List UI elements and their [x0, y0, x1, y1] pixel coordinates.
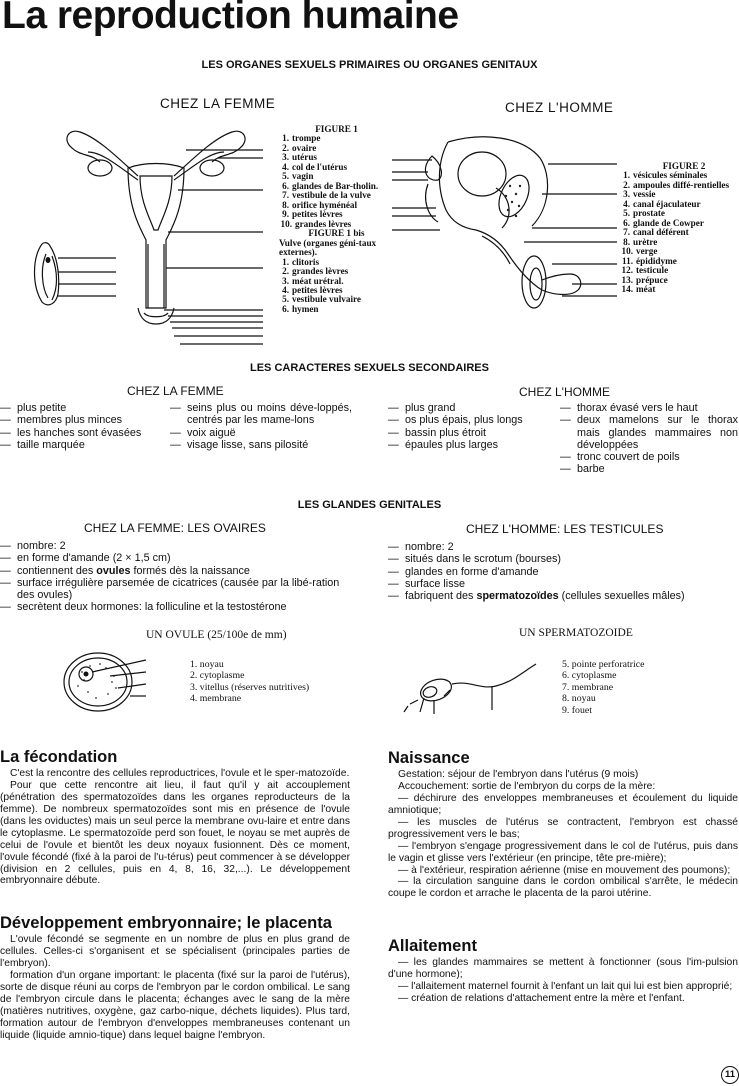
list-item: os plus épais, plus longs: [405, 414, 523, 427]
figure-2-item: ampoules diffé-rentielles: [633, 179, 730, 190]
figure-2-item: épididyme: [636, 255, 677, 266]
list-item: barbe: [577, 463, 605, 476]
figure-1-item: utérus: [292, 152, 318, 163]
organs-female-label: CHEZ LA FEMME: [160, 96, 276, 111]
ovules-term: ovules: [96, 564, 131, 577]
paragraph: — création de relations d'attachement entre la mère et l'enfant.: [398, 992, 685, 1004]
secondary-male-label: CHEZ L'HOMME: [519, 385, 610, 399]
figure-2-item: glande de Cowper: [633, 217, 704, 228]
sperm-item: 5. pointe perforatrice: [562, 659, 645, 670]
sperm-item: 7. membrane: [562, 681, 614, 693]
list-item: voix aiguë: [187, 426, 236, 439]
list-item: secrètent deux hormones: la folliculine et la testostérone: [17, 601, 287, 614]
paragraph: Pour que cette rencontre ait lieu, il faut qu'il y ait accouplement (pénétration des spermatozoïdes dans les organes reproducteurs de la femme). De nombreux spermatozoïdes sont mis en présence de l'ovule (dans les oviductes) mais un seul perce la membrane ovu-laire et entre dans le cytoplasme. Le spermatozoïde perd son fouet, le noyau se met auprès de celui de l'ovule et bientôt les deux noyaux fusionnent. Dès ce moment, l'ovule fécondé (fixé à la paroi de l'u-térus) peut commencer à se développer (division en 2 cellules, puis en 4, 8, 16, 32,...). Le développement embryonnaire débute.: [0, 779, 350, 887]
ovule-item: 2. cytoplasme: [190, 670, 245, 682]
figure-1-item: grandes lèvres: [295, 218, 352, 229]
list-item: contiennent des ovules formés dès la naissance: [17, 564, 250, 577]
paragraph: L'ovule fécondé se segmente en un nombre de plus en plus grand de cellules. Celles-ci s'organisent et se spécialisent (principales parties de l'embryon).: [0, 934, 350, 969]
list-item: en forme d'amande (2 × 1,5 cm): [17, 552, 171, 565]
vulve-intro: Vulve (organes géni-taux externes).: [279, 237, 377, 258]
glands-female-label: CHEZ LA FEMME: LES OVAIRES: [84, 521, 266, 535]
secondary-heading: LES CARACTERES SEXUELS SECONDAIRES: [250, 362, 489, 374]
male-anatomy-figure: [392, 124, 632, 324]
figure-1-item: orifice hyménéal: [292, 199, 358, 210]
paragraph: — déchirure des enveloppes membraneuses et écoulement du liquide amniotique;: [388, 792, 738, 816]
secondary-male-col2: — thorax évasé vers le haut — deux mamelons sur le thorax mais glandes mammaires non développées — tronc couvert de poils — barbe: [560, 402, 738, 476]
organs-heading: LES ORGANES SEXUELS PRIMAIRES OU ORGANES GENITAUX: [201, 59, 538, 71]
testicles-list: — nombre: 2 — situés dans le scrotum (bourses) — glandes en forme d'amande — surface lisse — fabriquent des spermatozoïdes (cellules sexuelles mâles): [388, 541, 738, 602]
sperm-legend: [562, 659, 644, 716]
paragraph: Accouchement: sortie de l'embryon du corps de la mère:: [398, 780, 656, 792]
list-item: surface lisse: [405, 577, 466, 590]
list-item: taille marquée: [17, 438, 85, 451]
list-item: visage lisse, sans pilosité: [187, 438, 309, 451]
figure-2-item: vésicules séminales: [633, 170, 708, 181]
vulve-item: hymen: [292, 303, 319, 314]
figure-2-legend: FIGURE 2 1. vésicules séminales 2. ampoules diffé-rentielles 3. vessie 4. canal éjaculateur 5. prostate 6. glande de Cowper 7. canal déférent 8. urètre 10. verge 11. épididyme 12. testicule 13. prépuce 14. méat: [620, 162, 738, 295]
paragraph: Gestation: séjour de l'embryon dans l'utérus (9 mois): [398, 769, 639, 780]
sperm-item: 6. cytoplasme: [562, 670, 617, 682]
vulve-item: grandes lèvres: [292, 266, 349, 277]
ovule-item: 3. vitellus (réserves nutritives): [190, 681, 310, 693]
figure-2-item: testicule: [636, 265, 669, 276]
figure-2-title: FIGURE 2: [662, 161, 706, 171]
figure-1-item: col de l'utérus: [292, 161, 348, 172]
figure-2-item: prépuce: [636, 274, 668, 285]
allaitement-text: [388, 957, 738, 1005]
secondary-male-col1: — plus grand — os plus épais, plus longs — bassin plus étroit — épaules plus larges: [388, 402, 560, 451]
vulve-item: vestibule vulvaire: [292, 294, 361, 305]
ovule-item: 1. noyau: [190, 659, 224, 670]
ovule-title: UN OVULE (25/100e de mm): [146, 629, 287, 641]
ovule-figure: [60, 650, 156, 716]
list-item: thorax évasé vers le haut: [577, 402, 698, 414]
spermatozoides-term: spermatozoïdes: [476, 590, 559, 603]
spermatozoid-figure: [400, 660, 550, 718]
list-item: les hanches sont évasées: [17, 426, 142, 439]
sperm-item: 8. noyau: [562, 693, 596, 705]
figure-1-item: vestibule de la vulve: [292, 190, 371, 201]
glands-heading: LES GLANDES GENITALES: [297, 499, 442, 511]
female-anatomy-figure: [28, 118, 278, 350]
figure-2-item: canal déférent: [633, 227, 689, 238]
paragraph: — les muscles de l'utérus se contractent, l'embryon est chassé progressivement vers le bas;: [388, 816, 738, 840]
paragraph: — l'embryon s'engage progressivement dans le col de l'utérus, puis dans le vagin et glisse vers l'extérieur (en principe, tête pre-mière);: [388, 840, 738, 864]
figure-1-item: ovaire: [292, 142, 317, 153]
fecondation-title: La fécondation: [0, 748, 118, 766]
list-item: glandes en forme d'amande: [405, 565, 539, 578]
list-item: nombre: 2: [17, 540, 66, 552]
developpement-text: [0, 934, 350, 1041]
paragraph: formation d'un organe important: le placenta (fixé sur la paroi de l'utérus), sorte de disque réuni au corps de l'embryon par le cordon ombilical. Le sang de l'embryon circule dans le placenta; échanges avec le sang de la mère (matières nutritives, oxygène, gaz carbo-nique, déchets liquides). Plus tard, formation autour de l'embryon d'enveloppes membraneuses contenant un liquide (liquide amnio-tique) dans lequel baigne l'embryon.: [0, 969, 350, 1041]
paragraph: — l'allaitement maternel fournit à l'enfant un lait qui lui est bien approprié;: [398, 980, 733, 992]
sperm-item: 9. fouet: [562, 704, 592, 716]
list-item: bassin plus étroit: [405, 426, 487, 439]
ovule-item: 4. membrane: [190, 693, 242, 705]
figure-2-item: prostate: [633, 208, 665, 219]
list-item: situés dans le scrotum (bourses): [405, 553, 562, 566]
vulve-item: petites lèvres: [292, 284, 343, 295]
figure-1-legend: FIGURE 1 1. trompe 2. ovaire 3. utérus 4. col de l'utérus 5. vagin 6. glandes de Bar-tholin. 7. vestibule de la vulve 8. orifice hyménéal 9. petites lèvres 10. grandes lèvres FIGURE 1 bis Vulve (organes géni-taux externes). 1. clitoris 2. grandes lèvres 3. méat urétral. 4. petites lèvres 5. vestibule vulvaire 6. hymen: [279, 125, 394, 314]
list-item: membres plus minces: [17, 414, 123, 427]
list-item: fabriquent des spermatozoïdes (cellules sexuelles mâles): [405, 590, 685, 603]
list-item: épaules plus larges: [405, 438, 499, 451]
figure-2-item: verge: [636, 246, 658, 257]
vulve-item: méat urétral.: [292, 275, 344, 286]
allaitement-title: Allaitement: [388, 937, 477, 955]
secondary-female-col2: — seins plus ou moins déve-loppés, centrés par les mame-lons — voix aiguë — visage lisse, sans pilosité: [170, 402, 352, 451]
list-item: nombre: 2: [405, 541, 454, 553]
list-item: tronc couvert de poils: [577, 451, 680, 464]
list-item: plus petite: [17, 402, 67, 414]
ovaries-list: — nombre: 2 — en forme d'amande (2 × 1,5 cm) — contiennent des ovules formés dès la naissance — surface irrégulière parsemée de cicatrices (causée par la libé-ration des ovules) — secrètent deux hormones: la folliculine et la testostérone: [0, 540, 356, 614]
naissance-text: [388, 769, 738, 900]
glands-male-label: CHEZ L'HOMME: LES TESTICULES: [466, 522, 664, 536]
list-item: seins plus ou moins déve-loppés, centrés par les mame-lons: [187, 402, 352, 427]
fecondation-text: [0, 768, 350, 887]
figure-1-item: trompe: [292, 133, 321, 144]
figure-2-item: urètre: [633, 236, 658, 247]
organs-male-label: CHEZ L'HOMME: [505, 100, 614, 115]
developpement-title: Développement embryonnaire; le placenta: [0, 914, 332, 932]
list-item: plus grand: [405, 402, 456, 414]
figure-1-item: petites lèvres: [292, 209, 343, 220]
naissance-title: Naissance: [388, 749, 470, 767]
paragraph: — les glandes mammaires se mettent à fonctionner (sous l'im-pulsion d'une hormone);: [388, 957, 738, 980]
secondary-female-label: CHEZ LA FEMME: [127, 384, 224, 398]
figure-2-item: canal éjaculateur: [633, 198, 701, 209]
figure-1-bis-title: FIGURE 1 bis: [308, 228, 365, 239]
figure-2-item: méat: [636, 284, 656, 295]
sperm-title: UN SPERMATOZOIDE: [519, 627, 633, 639]
list-item: deux mamelons sur le thorax mais glandes mammaires non développées: [577, 414, 738, 451]
figure-1-title: FIGURE 1: [315, 124, 358, 134]
paragraph: — à l'extérieur, respiration aérienne (mise en mouvement des poumons);: [398, 864, 731, 876]
secondary-female-col1: — plus petite — membres plus minces — les hanches sont évasées — taille marquée: [0, 402, 168, 451]
ovule-legend: [190, 659, 309, 705]
figure-2-item: vessie: [633, 189, 656, 200]
page-number: 11: [721, 1066, 739, 1084]
vulve-item: clitoris: [292, 256, 320, 267]
paragraph: — la circulation sanguine dans le cordon ombilical s'arrête, le médecin coupe le cordon et arrache le placenta de la paroi utérine.: [388, 876, 738, 900]
figure-1-item: glandes de Bar-tholin.: [292, 180, 379, 191]
page-title: La reproduction humaine: [2, 0, 459, 37]
figure-1-item: vagin: [292, 171, 314, 182]
paragraph: C'est la rencontre des cellules reproductrices, l'ovule et le sper-matozoïde.: [10, 768, 350, 779]
list-item: surface irrégulière parsemée de cicatrices (causée par la libé-ration des ovules): [17, 576, 340, 602]
